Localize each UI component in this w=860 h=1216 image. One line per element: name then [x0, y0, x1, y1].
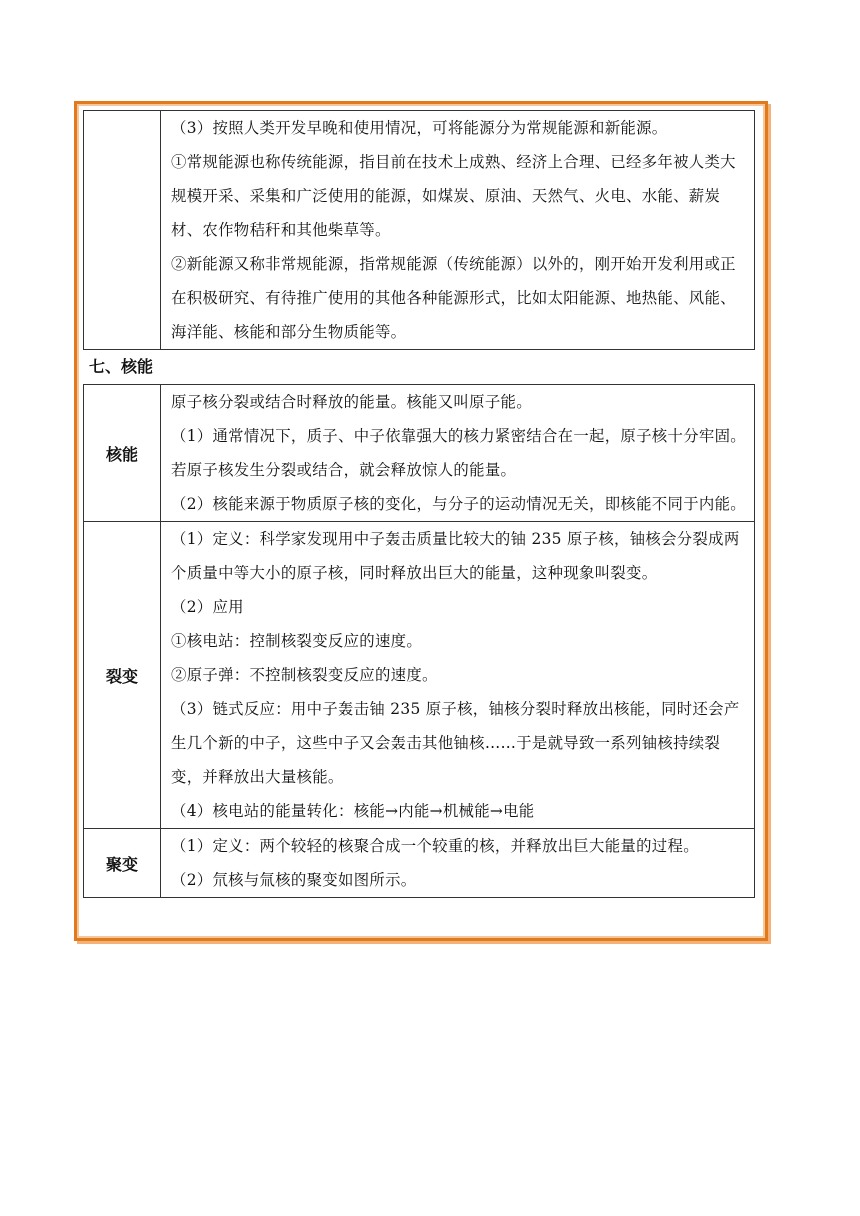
paragraph: （3）链式反应：用中子轰击铀 235 原子核，铀核分裂时释放出核能，同时还会产生几个新的中子，这些中子又会轰击其他铀核……于是就导致一系列铀核持续裂变，并释放出大量核能。 [171, 700, 740, 786]
paragraph: （1）定义：科学家发现用中子轰击质量比较大的铀 235 原子核，铀核会分裂成两个质量中等大小的原子核，同时释放出巨大的能量，这种现象叫裂变。 [171, 530, 740, 582]
paragraph: （1）通常情况下，质子、中子依靠强大的核力紧密结合在一起，原子核十分牢固。若原子核发生分裂或结合，就会释放惊人的能量。 [171, 427, 746, 479]
table-row [84, 829, 755, 898]
content-cell [161, 385, 755, 522]
paragraph: （2）核能来源于物质原子核的变化，与分子的运动情况无关，即核能不同于内能。 [171, 495, 746, 513]
row-label-fusion: 聚变 [84, 829, 161, 898]
content-cell [161, 111, 755, 350]
table-row [84, 522, 755, 829]
row-label-fission: 裂变 [84, 522, 161, 829]
paragraph: 原子核分裂或结合时释放的能量。核能又叫原子能。 [171, 393, 532, 411]
paragraph: ①核电站：控制核裂变反应的速度。 [171, 632, 423, 650]
table-row [84, 111, 755, 350]
nuclear-energy-table [83, 384, 755, 898]
row-label-nuclear-energy: 核能 [84, 385, 161, 522]
empty-label-cell [84, 111, 161, 350]
table-row [84, 385, 755, 522]
document-body [83, 110, 759, 932]
content-cell [161, 522, 755, 829]
content-cell [161, 829, 755, 898]
section-title: 七、核能 [89, 357, 154, 376]
paragraph: （2）应用 [171, 598, 244, 616]
paragraph: （3）按照人类开发早晚和使用情况，可将能源分为常规能源和新能源。 [171, 119, 668, 137]
paragraph: （2）氘核与氚核的聚变如图所示。 [171, 871, 417, 889]
paragraph: ①常规能源也称传统能源，指目前在技术上成熟、经济上合理、已经多年被人类大规模开采、采集和广泛使用的能源，如煤炭、原油、天然气、火电、水能、薪炭材、农作物秸秆和其他柴草等。 [171, 153, 736, 239]
paragraph: （1）定义：两个较轻的核聚合成一个较重的核，并释放出巨大能量的过程。 [171, 837, 699, 855]
paragraph: ②原子弹：不控制核裂变反应的速度。 [171, 666, 438, 684]
paragraph: （4）核电站的能量转化：核能→内能→机械能→电能 [171, 802, 535, 820]
paragraph: ②新能源又称非常规能源，指常规能源（传统能源）以外的，刚开始开发利用或正在积极研究、有待推广使用的其他各种能源形式，比如太阳能源、地热能、风能、海洋能、核能和部分生物质能等。 [171, 255, 736, 341]
document-frame [74, 101, 768, 941]
energy-classification-table [83, 110, 755, 350]
